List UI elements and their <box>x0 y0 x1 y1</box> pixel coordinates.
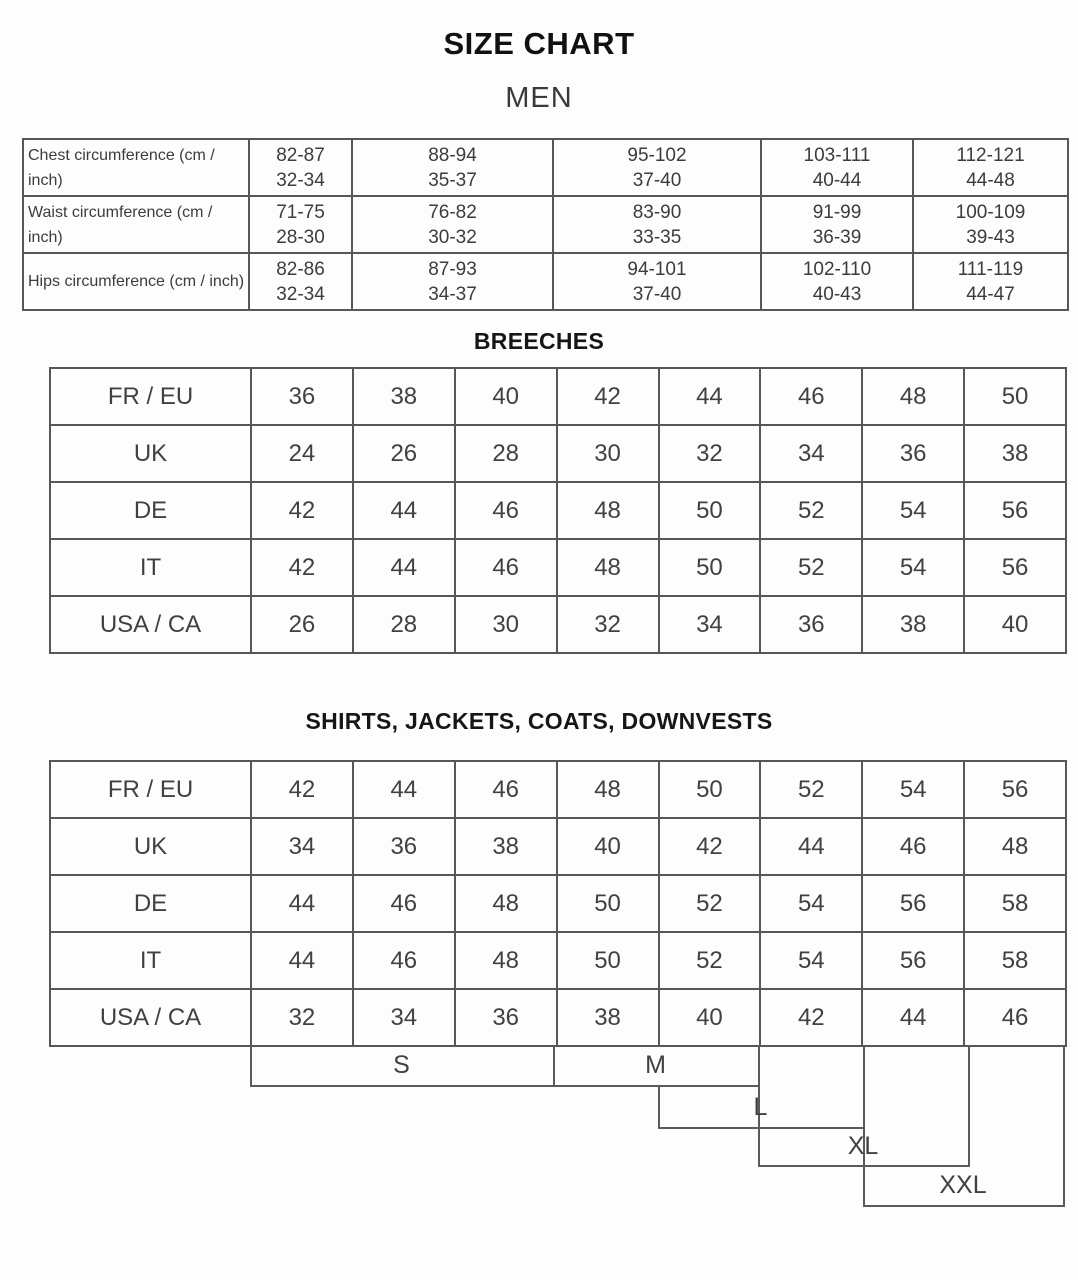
size-cell: 46 <box>455 539 557 596</box>
measurement-value-cell <box>913 196 1068 253</box>
size-cell: 44 <box>251 932 353 989</box>
size-cell: 54 <box>760 932 862 989</box>
inch-range: 32-34 <box>276 283 325 305</box>
inch-range: 30-32 <box>428 226 477 248</box>
size-group-label-m: M <box>645 1050 666 1079</box>
size-cell: 28 <box>353 596 455 653</box>
size-cell: 24 <box>251 425 353 482</box>
page-title: SIZE CHART <box>443 26 635 61</box>
measurement-value-cell <box>913 139 1068 196</box>
row-label: FR / EU <box>50 761 251 818</box>
size-cell: 56 <box>862 932 964 989</box>
size-cell: 26 <box>251 596 353 653</box>
size-cell: 42 <box>659 818 761 875</box>
size-cell: 28 <box>455 425 557 482</box>
measurement-value-cell <box>913 253 1068 310</box>
size-cell: 48 <box>557 761 659 818</box>
size-cell: 44 <box>760 818 862 875</box>
row-label: USA / CA <box>50 989 251 1046</box>
table-row <box>50 875 1066 932</box>
size-cell: 44 <box>353 539 455 596</box>
size-cell: 42 <box>760 989 862 1046</box>
size-cell: 40 <box>557 818 659 875</box>
inch-range: 35-37 <box>428 169 477 191</box>
size-cell: 44 <box>353 482 455 539</box>
table-row <box>50 596 1066 653</box>
size-cell: 42 <box>251 539 353 596</box>
size-cell: 50 <box>557 932 659 989</box>
measurement-label: Waist circumference (cm / inch) <box>23 196 249 253</box>
size-cell: 50 <box>557 875 659 932</box>
inch-range: 44-47 <box>966 283 1015 305</box>
size-cell: 36 <box>455 989 557 1046</box>
size-cell: 32 <box>251 989 353 1046</box>
size-cell: 40 <box>659 989 761 1046</box>
size-cell: 58 <box>964 875 1066 932</box>
cm-range: 103-111 <box>803 144 871 166</box>
measurement-value-cell <box>249 196 352 253</box>
size-cell: 44 <box>251 875 353 932</box>
measurement-row-hips <box>23 253 1068 310</box>
table-row <box>50 425 1066 482</box>
measurement-value-cell <box>553 253 761 310</box>
table-row <box>50 761 1066 818</box>
size-cell: 38 <box>353 368 455 425</box>
measurement-label: Chest circumference (cm / inch) <box>23 139 249 196</box>
cm-range: 102-110 <box>802 258 872 280</box>
size-cell: 52 <box>659 875 761 932</box>
measurement-value-cell <box>352 196 553 253</box>
cm-range: 91-99 <box>812 201 862 223</box>
measurement-value-cell <box>249 253 352 310</box>
size-cell: 52 <box>659 932 761 989</box>
measurement-value-cell <box>352 253 553 310</box>
cm-range: 71-75 <box>276 201 325 223</box>
size-cell: 56 <box>964 539 1066 596</box>
inch-range: 32-34 <box>276 169 325 191</box>
size-cell: 40 <box>964 596 1066 653</box>
size-group-label-s: S <box>393 1050 410 1079</box>
row-label: IT <box>50 932 251 989</box>
table-row <box>50 539 1066 596</box>
cm-range: 87-93 <box>428 258 477 280</box>
bracket-line <box>863 1205 1065 1207</box>
size-cell: 34 <box>353 989 455 1046</box>
size-cell: 36 <box>353 818 455 875</box>
measurement-value-cell <box>761 253 913 310</box>
table-row <box>50 368 1066 425</box>
size-cell: 54 <box>862 539 964 596</box>
table-row <box>50 818 1066 875</box>
measurement-value-cell <box>553 196 761 253</box>
size-cell: 44 <box>659 368 761 425</box>
row-label: UK <box>50 818 251 875</box>
size-group-label-xxl: XXL <box>939 1170 987 1199</box>
size-cell: 32 <box>659 425 761 482</box>
cm-range: 76-82 <box>428 201 477 223</box>
inch-range: 28-30 <box>276 226 325 248</box>
inch-range: 33-35 <box>632 226 682 248</box>
size-cell: 48 <box>455 932 557 989</box>
inch-range: 34-37 <box>428 283 477 305</box>
size-cell: 30 <box>455 596 557 653</box>
size-cell: 50 <box>964 368 1066 425</box>
size-group-label-l: L <box>753 1092 768 1121</box>
size-cell: 58 <box>964 932 1066 989</box>
size-cell: 56 <box>964 761 1066 818</box>
measurement-value-cell <box>249 139 352 196</box>
size-cell: 38 <box>862 596 964 653</box>
size-cell: 50 <box>659 482 761 539</box>
cm-range: 111-119 <box>957 258 1024 280</box>
size-cell: 46 <box>760 368 862 425</box>
breeches-table <box>49 367 1067 654</box>
size-cell: 44 <box>353 761 455 818</box>
table-row <box>50 989 1066 1046</box>
size-cell: 34 <box>760 425 862 482</box>
shirts-table <box>49 760 1067 1047</box>
inch-range: 40-43 <box>812 283 862 305</box>
size-cell: 54 <box>760 875 862 932</box>
size-cell: 56 <box>862 875 964 932</box>
cm-range: 95-102 <box>627 144 687 166</box>
size-cell: 46 <box>455 761 557 818</box>
measurement-value-cell <box>553 139 761 196</box>
size-cell: 34 <box>251 818 353 875</box>
size-cell: 34 <box>659 596 761 653</box>
size-cell: 26 <box>353 425 455 482</box>
row-label: USA / CA <box>50 596 251 653</box>
size-cell: 42 <box>251 761 353 818</box>
row-label: UK <box>50 425 251 482</box>
inch-range: 40-44 <box>812 169 862 191</box>
size-cell: 48 <box>455 875 557 932</box>
size-cell: 48 <box>862 368 964 425</box>
size-cell: 52 <box>760 761 862 818</box>
size-cell: 46 <box>353 932 455 989</box>
size-cell: 48 <box>557 539 659 596</box>
size-cell: 38 <box>964 425 1066 482</box>
inch-range: 44-48 <box>966 169 1015 191</box>
size-cell: 44 <box>862 989 964 1046</box>
size-cell: 40 <box>455 368 557 425</box>
row-label: FR / EU <box>50 368 251 425</box>
inch-range: 37-40 <box>632 169 682 191</box>
size-cell: 46 <box>964 989 1066 1046</box>
cm-range: 100-109 <box>955 201 1026 223</box>
cm-range: 94-101 <box>627 258 687 280</box>
size-group-brackets <box>49 1045 1067 1215</box>
size-cell: 30 <box>557 425 659 482</box>
size-cell: 46 <box>455 482 557 539</box>
size-cell: 36 <box>760 596 862 653</box>
size-cell: 38 <box>455 818 557 875</box>
measurement-label: Hips circumference (cm / inch) <box>23 253 249 310</box>
size-cell: 32 <box>557 596 659 653</box>
size-group-label-xl: XL <box>847 1131 879 1160</box>
measurement-row-chest <box>23 139 1068 196</box>
breeches-heading: BREECHES <box>473 328 605 354</box>
cm-range: 88-94 <box>428 144 477 166</box>
table-row <box>50 482 1066 539</box>
size-cell: 36 <box>251 368 353 425</box>
size-cell: 48 <box>964 818 1066 875</box>
cm-range: 82-87 <box>276 144 325 166</box>
inch-range: 37-40 <box>632 283 682 305</box>
cm-range: 82-86 <box>276 258 325 280</box>
shirts-heading: SHIRTS, JACKETS, COATS, DOWNVESTS <box>305 708 773 734</box>
row-label: IT <box>50 539 251 596</box>
size-cell: 46 <box>862 818 964 875</box>
inch-range: 39-43 <box>966 226 1015 248</box>
inch-range: 36-39 <box>812 226 862 248</box>
cm-range: 112-121 <box>956 144 1025 166</box>
size-cell: 50 <box>659 539 761 596</box>
cm-range: 83-90 <box>632 201 682 223</box>
size-cell: 36 <box>862 425 964 482</box>
row-label: DE <box>50 875 251 932</box>
table-row <box>50 932 1066 989</box>
size-cell: 52 <box>760 539 862 596</box>
row-label: DE <box>50 482 251 539</box>
bracket-line <box>968 1045 970 1167</box>
bracket-line <box>1063 1045 1065 1207</box>
measurement-value-cell <box>761 196 913 253</box>
size-cell: 46 <box>353 875 455 932</box>
measurement-row-waist <box>23 196 1068 253</box>
measurement-value-cell <box>352 139 553 196</box>
size-cell: 54 <box>862 482 964 539</box>
size-cell: 48 <box>557 482 659 539</box>
size-cell: 52 <box>760 482 862 539</box>
page-subtitle: MEN <box>505 82 573 114</box>
measurement-value-cell <box>761 139 913 196</box>
size-cell: 56 <box>964 482 1066 539</box>
measurements-table <box>22 138 1069 311</box>
size-cell: 42 <box>557 368 659 425</box>
size-cell: 50 <box>659 761 761 818</box>
size-cell: 42 <box>251 482 353 539</box>
size-cell: 54 <box>862 761 964 818</box>
size-cell: 38 <box>557 989 659 1046</box>
